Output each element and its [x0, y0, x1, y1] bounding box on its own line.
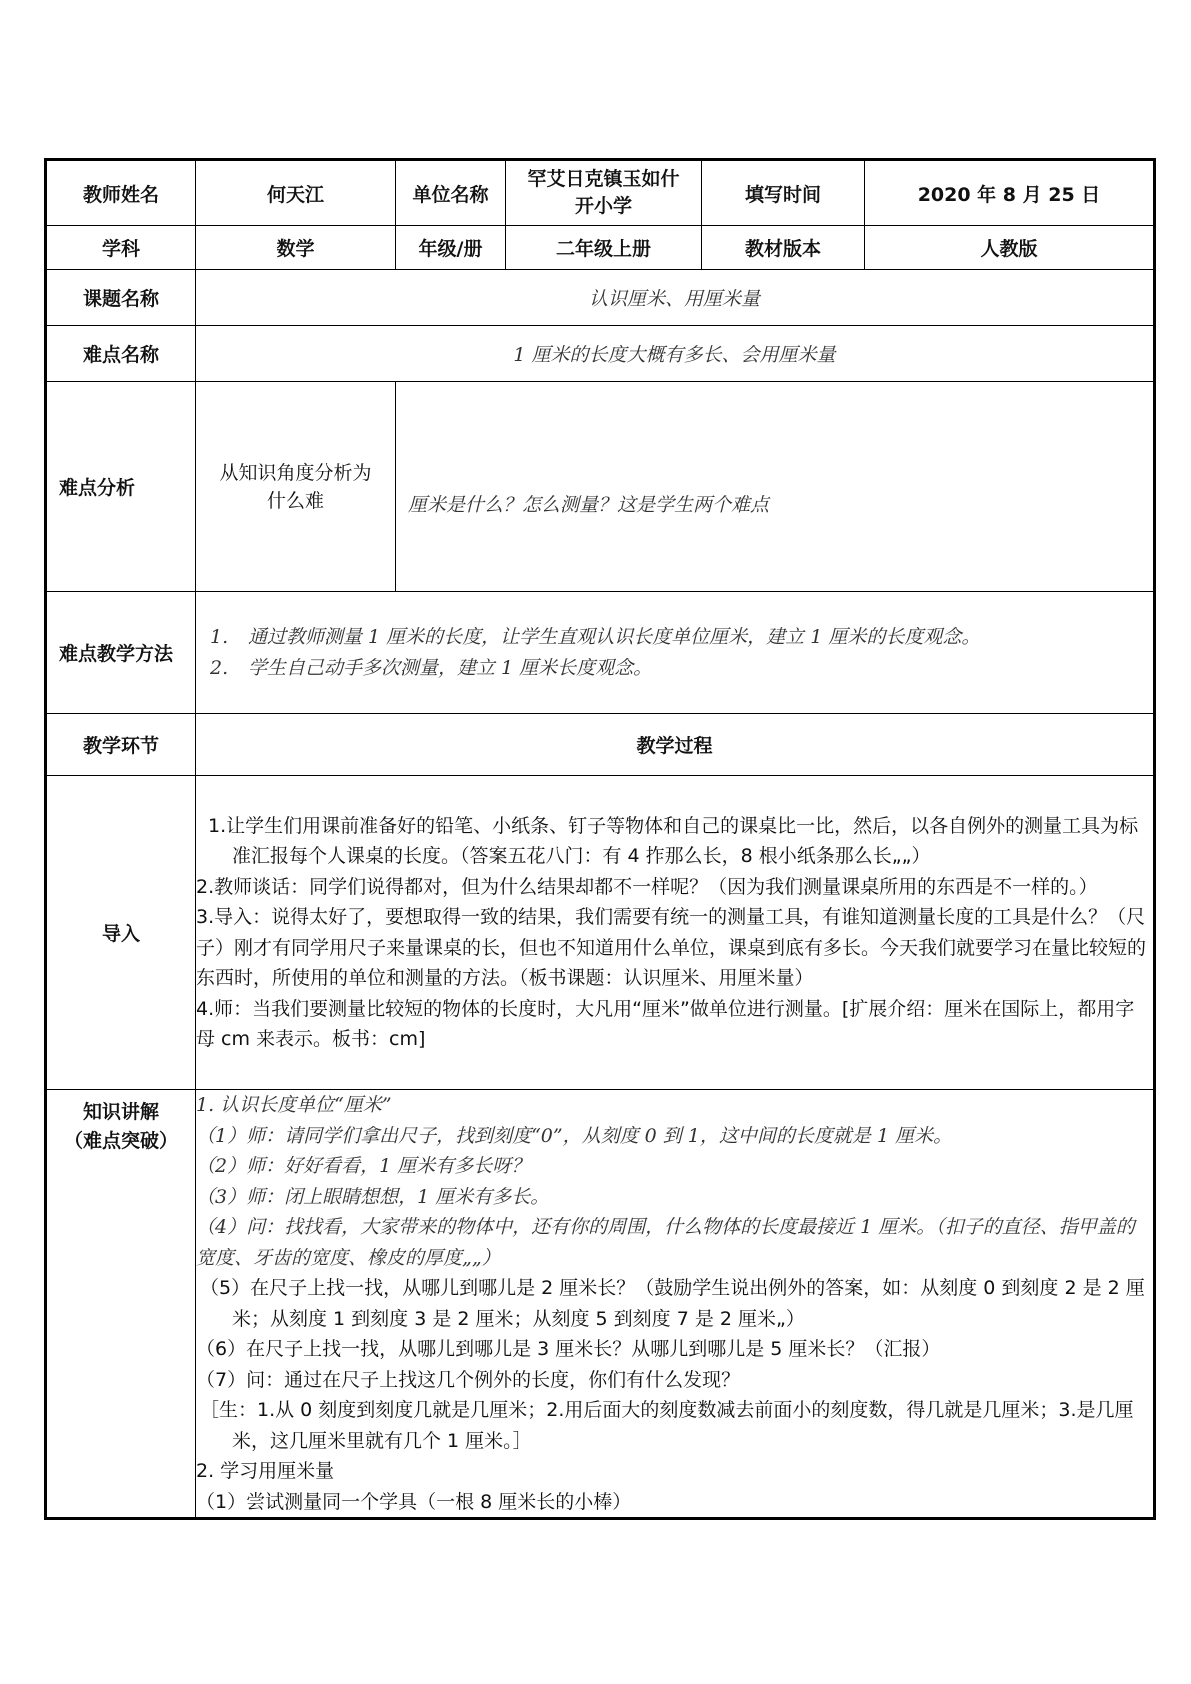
topic-row — [46, 270, 1155, 326]
knowledge-line: 2. 学习用厘米量 — [196, 1460, 335, 1482]
difficulty-row — [46, 326, 1155, 382]
analysis-sub-label-line1: 从知识角度分析为 — [219, 461, 372, 484]
intro-label: 导入 — [46, 776, 196, 1090]
intro-paragraph-4: 4.师：当我们要测量比较短的物体的长度时，大凡用“厘米”做单位进行测量。[扩展介绍：厘米在国际上，都用字母 cm 来表示。板书：cm] — [196, 997, 1135, 1050]
topic-label: 课题名称 — [46, 270, 196, 326]
unit-name-line2: 开小学 — [574, 195, 632, 217]
method-item-num: 1. — [210, 625, 229, 648]
method-label: 难点教学方法 — [46, 592, 196, 714]
method-item-num: 2. — [210, 656, 229, 679]
process-label: 教学过程 — [196, 714, 1155, 776]
intro-paragraph-2: 2.教师谈话：同学们说得都对，但为什么结果却都不一样呢？（因为我们测量课桌所用的东西是不一样的。） — [196, 875, 1098, 898]
knowledge-line: （5）在尺子上找一找，从哪儿到哪儿是 2 厘米长？（鼓励学生说出例外的答案，如：从刻度 0 到刻度 2 是 2 厘米；从刻度 1 到刻度 3 是 2 厘米；从刻度 5 到刻度 7 是 2 厘米„） — [200, 1277, 1145, 1330]
knowledge-line: （2）师：好好看看，1 厘米有多长呀？ — [196, 1155, 531, 1177]
knowledge-line: ［生：1.从 0 刻度到刻度几就是几厘米；2.用后面大的刻度数减去前面小的刻度数，得几就是几厘米；3.是几厘米，这几厘米里就有几个 1 厘米。］ — [200, 1399, 1134, 1452]
analysis-sub-label — [196, 382, 396, 592]
subject-value: 数学 — [196, 226, 396, 270]
teacher-name-value: 何天江 — [196, 160, 396, 226]
knowledge-line: 1. 认识长度单位“厘米” — [196, 1094, 392, 1116]
grade-label: 年级/册 — [396, 226, 506, 270]
fill-date-value: 2020 年 8 月 25 日 — [865, 160, 1155, 226]
difficulty-label: 难点名称 — [46, 326, 196, 382]
difficulty-value: 1 厘米的长度大概有多长、会用厘米量 — [196, 326, 1155, 382]
method-list — [196, 592, 1155, 714]
lesson-plan-table — [44, 158, 1156, 1520]
method-item — [210, 622, 1143, 653]
method-item-text: 通过教师测量 1 厘米的长度，让学生直观认识长度单位厘米，建立 1 厘米的长度观念。 — [248, 625, 981, 648]
analysis-value: 厘米是什么？怎么测量？这是学生两个难点 — [396, 382, 1155, 592]
intro-content — [196, 776, 1155, 1090]
intro-row — [46, 776, 1155, 1090]
analysis-sub-label-line2: 什么难 — [266, 489, 324, 512]
fill-date-label: 填写时间 — [702, 160, 865, 226]
intro-paragraph-3: 3.导入：说得太好了，要想取得一致的结果，我们需要有统一的测量工具，有谁知道测量长度的工具是什么？（尺子）刚才有同学用尺子来量课桌的长，但也不知道用什么单位，课桌到底有多长。今天我们就要学习在量比较短的东西时，所使用的单位和测量的方法。（板书课题：认识厘米、用厘米量） — [196, 906, 1147, 989]
analysis-row — [46, 382, 1155, 592]
method-item — [210, 653, 1143, 684]
unit-name-label: 单位名称 — [396, 160, 506, 226]
topic-value: 认识厘米、用厘米量 — [196, 270, 1155, 326]
knowledge-line: （7）问：通过在尺子上找这几个例外的长度，你们有什么发现？ — [196, 1368, 741, 1391]
knowledge-row — [46, 1090, 1155, 1519]
knowledge-line: （4）问：找找看，大家带来的物体中，还有你的周围，什么物体的长度最接近 1 厘米。（扣子的直径、指甲盖的宽度、牙齿的宽度、橡皮的厚度„„） — [196, 1216, 1135, 1269]
teacher-name-label: 教师姓名 — [46, 160, 196, 226]
grade-value: 二年级上册 — [506, 226, 702, 270]
subject-label: 学科 — [46, 226, 196, 270]
knowledge-line: （1）师：请同学们拿出尺子，找到刻度“0”，从刻度 0 到 1，这中间的长度就是 1 厘米。 — [196, 1124, 953, 1147]
knowledge-label-line1: 知识讲解 — [82, 1101, 159, 1123]
intro-paragraph-1: 1.让学生们用课前准备好的铅笔、小纸条、钉子等物体和自己的课桌比一比，然后，以各自例外的测量工具为标准汇报每个人课桌的长度。（答案五花八门：有 4 拃那么长，8 根小纸条那么长„„） — [208, 814, 1139, 867]
stage-label: 教学环节 — [46, 714, 196, 776]
method-item-text: 学生自己动手多次测量，建立 1 厘米长度观念。 — [248, 656, 653, 679]
edition-label: 教材版本 — [702, 226, 865, 270]
knowledge-line: （3）师：闭上眼睛想想，1 厘米有多长。 — [196, 1185, 550, 1208]
header-row-2 — [46, 226, 1155, 270]
unit-name-line1: 罕艾日克镇玉如什 — [527, 168, 680, 190]
unit-name-value — [506, 160, 702, 226]
analysis-label: 难点分析 — [46, 382, 196, 592]
knowledge-line: （1）尝试测量同一个学具（一根 8 厘米长的小棒） — [196, 1490, 632, 1513]
method-row — [46, 592, 1155, 714]
knowledge-label — [46, 1090, 196, 1519]
knowledge-line: （6）在尺子上找一找，从哪儿到哪儿是 3 厘米长？从哪儿到哪儿是 5 厘米长？（汇报） — [196, 1338, 941, 1360]
knowledge-label-line2: （难点突破） — [63, 1130, 178, 1152]
edition-value: 人教版 — [865, 226, 1155, 270]
header-row-1 — [46, 160, 1155, 226]
knowledge-content — [196, 1090, 1155, 1519]
process-header-row — [46, 714, 1155, 776]
